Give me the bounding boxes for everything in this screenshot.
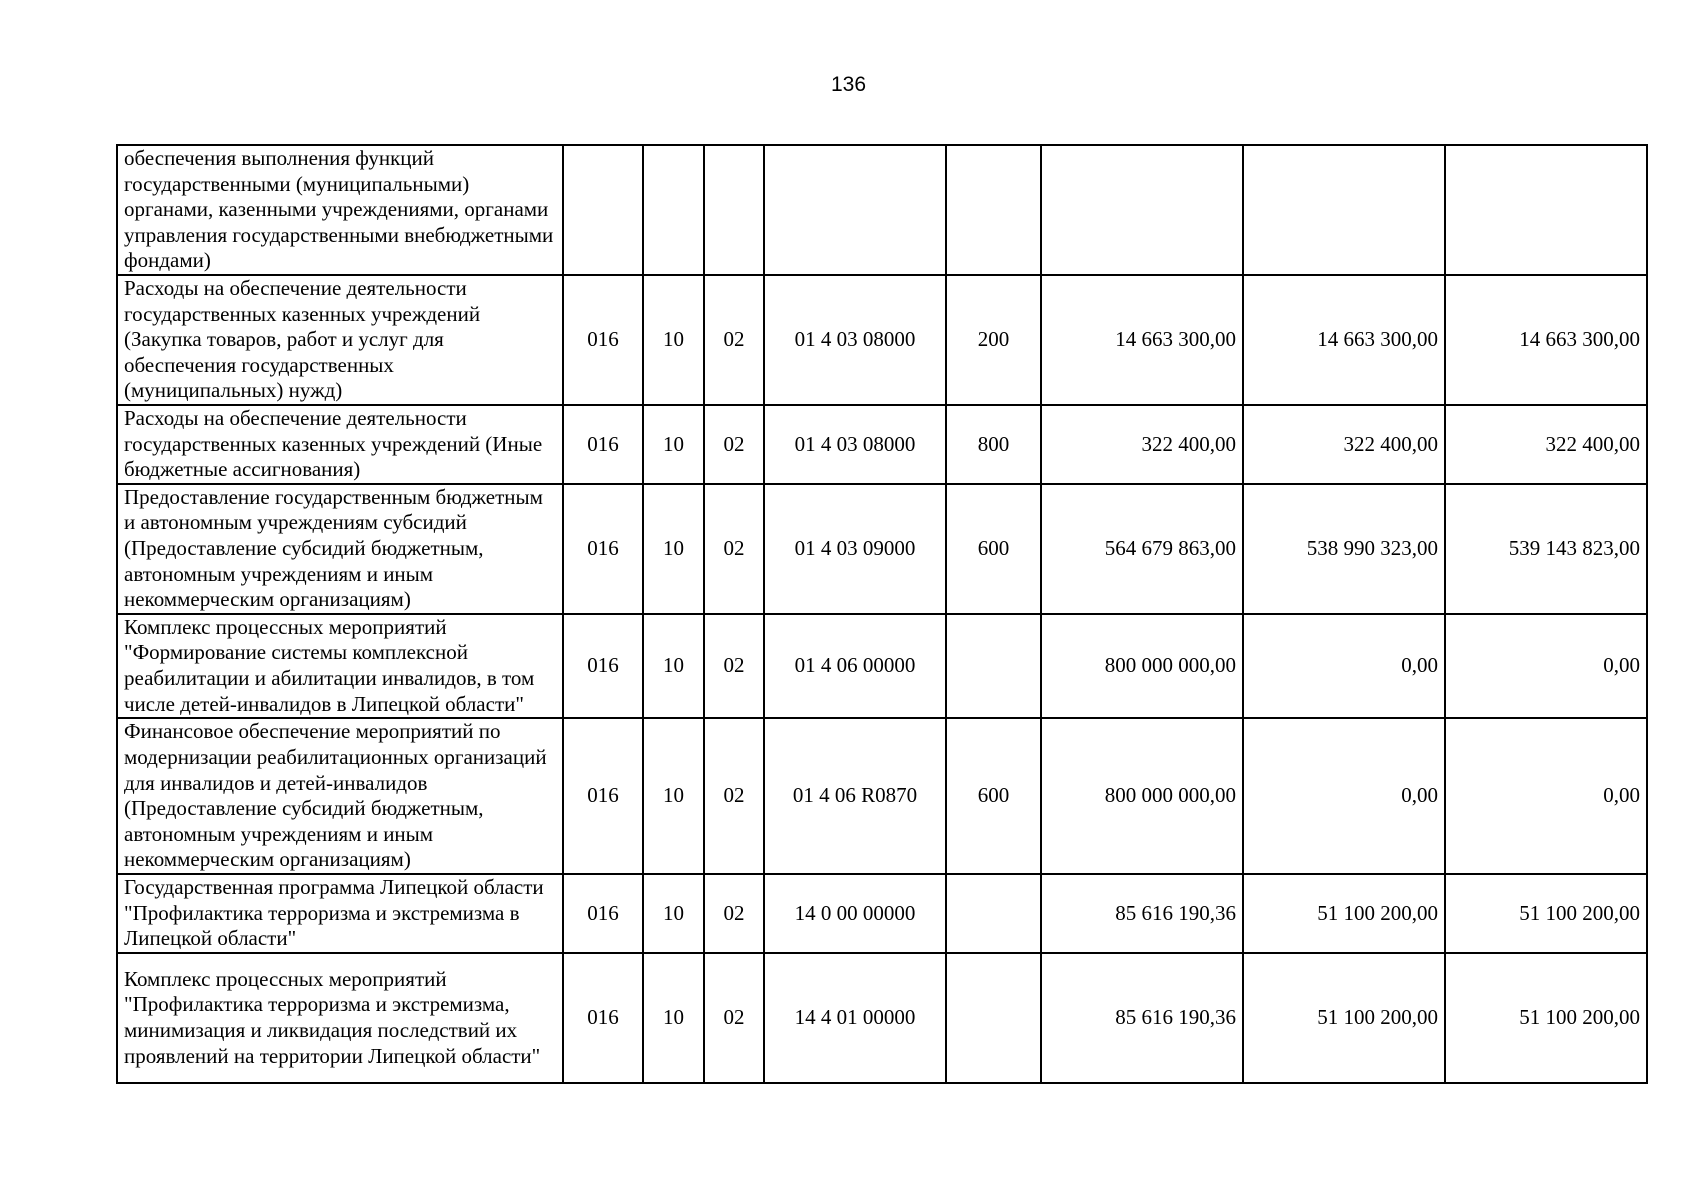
amount-year-1: 800 000 000,00: [1041, 718, 1243, 874]
expense-type-code: [946, 145, 1041, 275]
section-code: 10: [643, 874, 704, 953]
amount-year-2: 51 100 200,00: [1243, 874, 1445, 953]
target-article-code: 01 4 06 00000: [764, 614, 946, 718]
section-code: 10: [643, 275, 704, 405]
expense-type-code: [946, 953, 1041, 1083]
target-article-code: 14 0 00 00000: [764, 874, 946, 953]
table-row: [117, 718, 1647, 874]
amount-year-2: [1243, 145, 1445, 275]
budget-table: [116, 144, 1648, 1084]
row-name: Комплекс процессных мероприятий "Формирование системы комплексной реабилитации и абилитации инвалидов, в том числе детей-инвалидов в Липецкой области": [117, 614, 563, 718]
ministry-code: 016: [563, 614, 643, 718]
row-name: Государственная программа Липецкой области "Профилактика терроризма и экстремизма в Липецкой области": [117, 874, 563, 953]
subsection-code: 02: [704, 275, 764, 405]
amount-year-3: 0,00: [1445, 614, 1647, 718]
amount-year-1: 14 663 300,00: [1041, 275, 1243, 405]
subsection-code: [704, 145, 764, 275]
amount-year-3: 14 663 300,00: [1445, 275, 1647, 405]
expense-type-code: [946, 614, 1041, 718]
amount-year-1: 800 000 000,00: [1041, 614, 1243, 718]
amount-year-3: [1445, 145, 1647, 275]
table-row: [117, 953, 1647, 1083]
amount-year-1: 322 400,00: [1041, 405, 1243, 484]
section-code: 10: [643, 953, 704, 1083]
subsection-code: 02: [704, 484, 764, 614]
target-article-code: 14 4 01 00000: [764, 953, 946, 1083]
target-article-code: 01 4 03 09000: [764, 484, 946, 614]
target-article-code: 01 4 03 08000: [764, 405, 946, 484]
amount-year-3: 51 100 200,00: [1445, 874, 1647, 953]
amount-year-1: 564 679 863,00: [1041, 484, 1243, 614]
ministry-code: 016: [563, 275, 643, 405]
row-name: Расходы на обеспечение деятельности государственных казенных учреждений (Закупка товаров, работ и услуг для обеспечения государственных (муниципальных) нужд): [117, 275, 563, 405]
amount-year-2: 14 663 300,00: [1243, 275, 1445, 405]
table-row: [117, 874, 1647, 953]
expense-type-code: 600: [946, 718, 1041, 874]
amount-year-1: [1041, 145, 1243, 275]
subsection-code: 02: [704, 953, 764, 1083]
section-code: 10: [643, 614, 704, 718]
budget-table-body: [117, 145, 1647, 1083]
target-article-code: [764, 145, 946, 275]
amount-year-3: 0,00: [1445, 718, 1647, 874]
ministry-code: 016: [563, 874, 643, 953]
ministry-code: 016: [563, 484, 643, 614]
amount-year-2: 322 400,00: [1243, 405, 1445, 484]
amount-year-3: 539 143 823,00: [1445, 484, 1647, 614]
expense-type-code: 800: [946, 405, 1041, 484]
amount-year-1: 85 616 190,36: [1041, 874, 1243, 953]
table-row: [117, 145, 1647, 275]
subsection-code: 02: [704, 614, 764, 718]
subsection-code: 02: [704, 718, 764, 874]
page-number: 136: [830, 73, 867, 96]
target-article-code: 01 4 06 R0870: [764, 718, 946, 874]
subsection-code: 02: [704, 874, 764, 953]
row-name: Финансовое обеспечение мероприятий по модернизации реабилитационных организаций для инвалидов и детей-инвалидов (Предоставление субсидий бюджетным, автономным учреждениям и иным некоммерческим организациям): [117, 718, 563, 874]
amount-year-2: 538 990 323,00: [1243, 484, 1445, 614]
row-name: обеспечения выполнения функций государственными (муниципальными) органами, казенными учреждениями, органами управления государственными внебюджетными фондами): [117, 145, 563, 275]
ministry-code: 016: [563, 718, 643, 874]
expense-type-code: 600: [946, 484, 1041, 614]
ministry-code: 016: [563, 953, 643, 1083]
section-code: 10: [643, 718, 704, 874]
table-row: [117, 484, 1647, 614]
section-code: 10: [643, 484, 704, 614]
amount-year-2: 51 100 200,00: [1243, 953, 1445, 1083]
ministry-code: 016: [563, 405, 643, 484]
row-name: Предоставление государственным бюджетным и автономным учреждениям субсидий (Предоставление субсидий бюджетным, автономным учреждениям и иным некоммерческим организациям): [117, 484, 563, 614]
table-row: [117, 405, 1647, 484]
amount-year-2: 0,00: [1243, 718, 1445, 874]
subsection-code: 02: [704, 405, 764, 484]
table-row: [117, 614, 1647, 718]
table-row: [117, 275, 1647, 405]
section-code: [643, 145, 704, 275]
section-code: 10: [643, 405, 704, 484]
amount-year-3: 322 400,00: [1445, 405, 1647, 484]
row-name: Расходы на обеспечение деятельности государственных казенных учреждений (Иные бюджетные ассигнования): [117, 405, 563, 484]
ministry-code: [563, 145, 643, 275]
expense-type-code: 200: [946, 275, 1041, 405]
target-article-code: 01 4 03 08000: [764, 275, 946, 405]
amount-year-2: 0,00: [1243, 614, 1445, 718]
expense-type-code: [946, 874, 1041, 953]
row-name: Комплекс процессных мероприятий "Профилактика терроризма и экстремизма, минимизация и ликвидация последствий их проявлений на территории Липецкой области": [117, 953, 563, 1083]
amount-year-1: 85 616 190,36: [1041, 953, 1243, 1083]
amount-year-3: 51 100 200,00: [1445, 953, 1647, 1083]
